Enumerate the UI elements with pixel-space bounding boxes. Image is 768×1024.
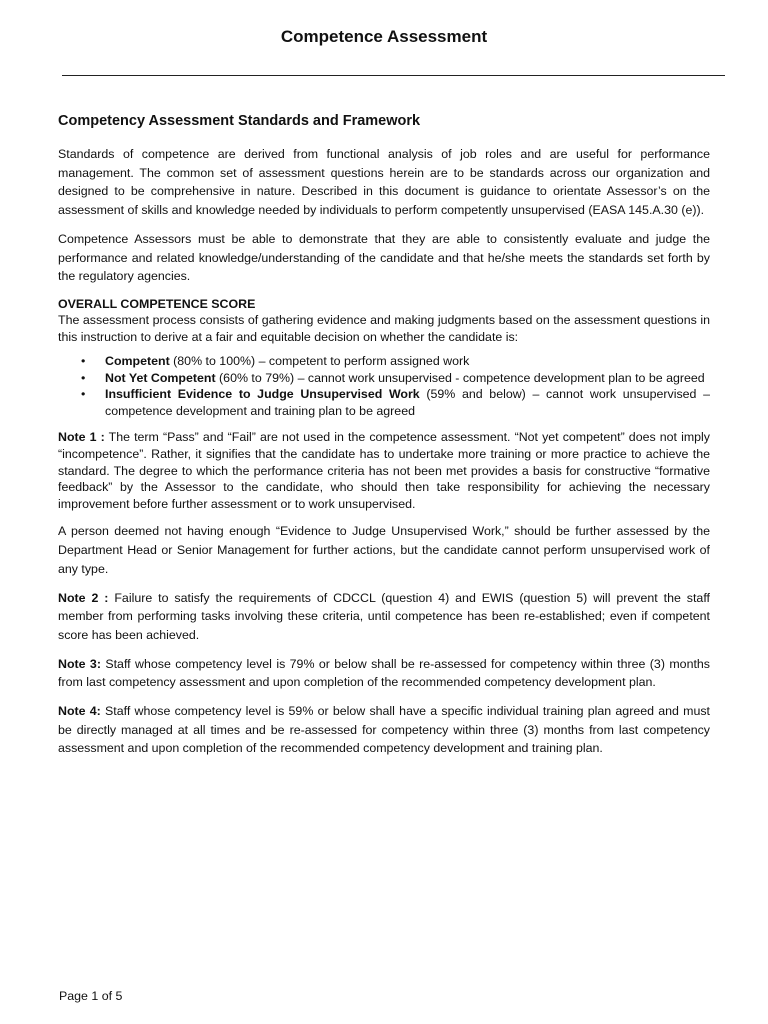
page-number: Page 1 of 5 <box>59 989 123 1003</box>
header-divider <box>62 75 725 76</box>
level-label: Competent <box>105 354 170 369</box>
assessors-paragraph: Competence Assessors must be able to demonstrate that they are able to consistently evaluate and judge the performance and related knowledge/understanding of the candidate and that he/she meets the standards set forth by the regulatory agencies. <box>58 231 710 284</box>
note-4-text: Staff whose competency level is 59% or below shall have a specific individual training plan agreed and must be directly managed at all times and be re-assessed for competency within three (3) months from last competency assessment and upon completion of the recommended competency development and training plan. <box>58 704 710 756</box>
competence-levels-list <box>58 353 710 419</box>
list-item <box>81 386 710 419</box>
level-detail: (80% to 100%) – competent to perform assigned work <box>169 354 470 369</box>
section-heading: Competency Assessment Standards and Framework <box>58 113 421 129</box>
note-1 <box>58 429 710 512</box>
document-body <box>58 113 710 758</box>
level-label: Not Yet Competent <box>105 370 216 385</box>
note-4-label: Note 4: <box>58 704 101 719</box>
note-1-text: The term “Pass” and “Fail” are not used in the competence assessment. “Not yet competent” does not imply “incompetence”. Rather, it signifies that the candidate has to undertake more training or more practice to achieve the standard. The degree to which the performance criteria has not been met provides a basis for constructive “formative feedback” by the Assessor to the candidate, who should then take responsibility for achieving the necessary improvement before further assessment or to work unsupervised. <box>58 430 711 511</box>
insufficient-evidence-paragraph: A person deemed not having enough “Evidence to Judge Unsupervised Work,” should be further assessed by the Department Head or Senior Management for further actions, but the candidate cannot perform unsupervised work of any type. <box>58 524 710 576</box>
note-2-text: Failure to satisfy the requirements of CDCCL (question 4) and EWIS (question 5) will prevent the staff member from performing tasks involving these criteria, until competence has been re-established; even if competent score has been achieved. <box>58 590 710 642</box>
level-detail: (59% and below) – cannot work unsupervised – competence development and training plan to be agreed <box>105 387 710 418</box>
level-detail: (60% to 79%) – cannot work unsupervised - competence development plan to be agreed <box>215 370 705 385</box>
note-4 <box>58 702 710 758</box>
note-3 <box>58 655 710 692</box>
intro-paragraph: Standards of competence are derived from functional analysis of job roles and are useful for performance management. The common set of assessment questions herein are to be standards across our organization and designed to be comprehensive in nature. Described in this document is guidance to orientate Assessor’s on the assessment of skills and knowledge needed by individuals to perform competently unsupervised (EASA 145.A.30 (e)). <box>58 147 710 218</box>
bullet-icon: • <box>81 354 86 369</box>
note-2 <box>58 589 710 645</box>
overall-score-heading: OVERALL COMPETENCE SCORE <box>58 296 256 311</box>
note-3-text: Staff whose competency level is 79% or below shall be re-assessed for competency within three (3) months from last competency assessment and upon completion of the recommended competency development plan. <box>58 656 710 690</box>
level-label: Insufficient Evidence to Judge Unsupervised Work <box>105 387 420 402</box>
bullet-icon: • <box>81 387 86 402</box>
note-1-label: Note 1 : <box>58 430 105 445</box>
note-2-label: Note 2 : <box>58 590 109 605</box>
document-title: Competence Assessment <box>280 27 488 46</box>
note-3-label: Note 3: <box>58 656 101 671</box>
overall-score-text: The assessment process consists of gathering evidence and making judgments based on the assessment questions in this instruction to derive at a fair and equitable decision on whether the candidate is: <box>58 312 710 344</box>
list-item <box>81 353 710 370</box>
bullet-icon: • <box>81 370 86 385</box>
list-item <box>81 370 710 387</box>
